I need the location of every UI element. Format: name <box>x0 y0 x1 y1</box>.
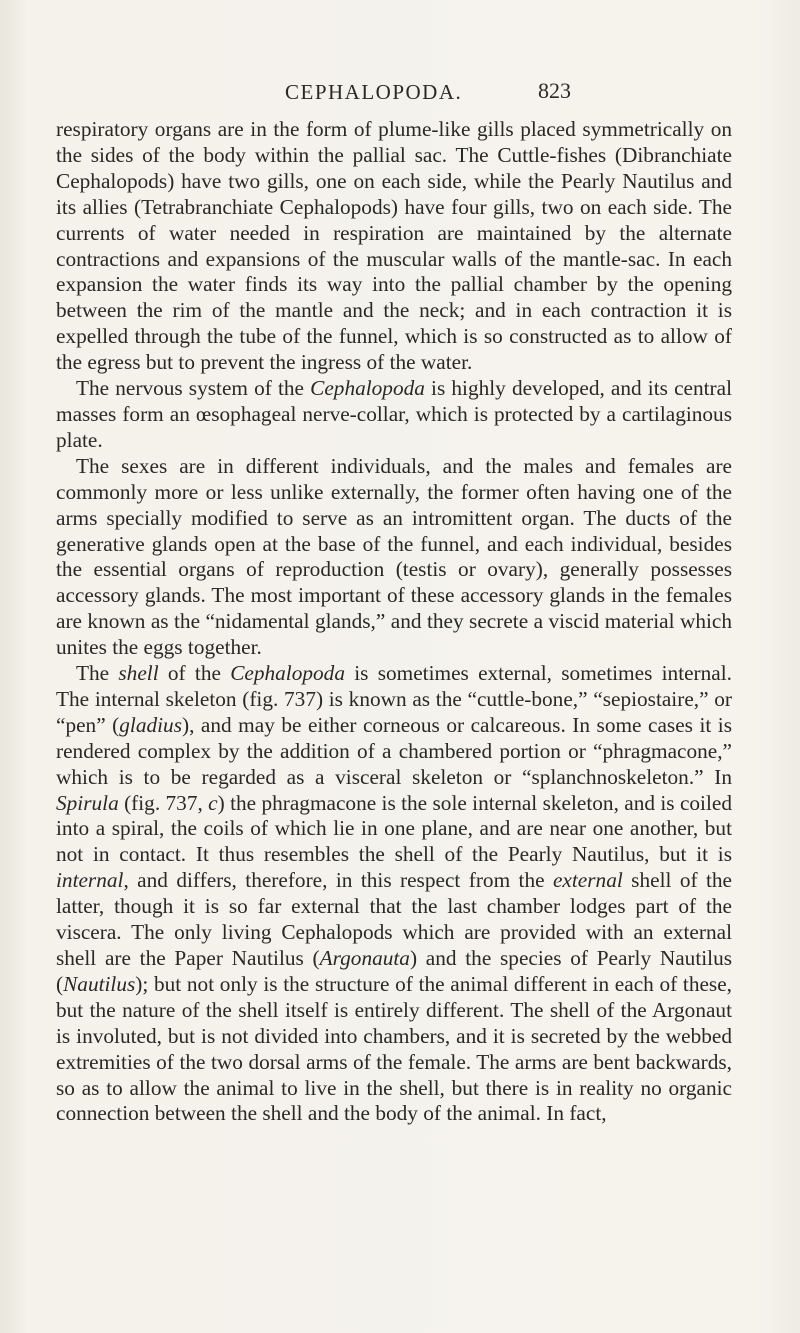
text-run: ); but not only is the structure of the animal different in each of these, but the nature of the shell itself is entirely different. The shell of the Argonaut is involuted, but is not divided into chambers, and it is secreted by the webbed extremities of the two dorsal arms of the female. The arms are bent backwards, so as to allow the animal to live in the shell, but there is in reality no organic connection between the shell and the body of the animal. In fact, <box>56 971 732 1126</box>
italic-term: gladius <box>119 712 182 737</box>
running-head-title: CEPHALOPODA. <box>285 80 463 104</box>
text-run: ) the phragmacone is the sole internal skeleton, and is coiled into a spiral, the coils of which lie in one plane, and are near one another, but not in contact. It thus resembles the shell of the Pearly Nautilus, but it is <box>56 790 732 867</box>
italic-term: Cephalopoda <box>230 661 345 686</box>
text-run: is sometimes external, sometimes internal. The internal skeleton (fig. 737) is known as the “cuttle-bone,” “sepiostaire,” or “pen” ( <box>56 661 732 737</box>
text-run: The <box>76 661 119 686</box>
italic-term: Spirula <box>56 790 119 815</box>
body-text <box>56 117 732 1127</box>
italic-term: Cephalopoda <box>310 376 425 401</box>
running-head <box>0 80 800 110</box>
italic-term: Nautilus <box>63 971 136 996</box>
text-run: shell of the latter, though it is so far external that the last chamber lodges part of the viscera. The only living Cephalopods which are provided with an external shell are the Paper Nautilus ( <box>56 868 732 970</box>
text-run: of the <box>158 661 231 686</box>
text-run: ), and may be either corneous or calcareous. In some cases it is rendered complex by the addition of a chambered portion or “phragmacone,” which is to be regarded as a visceral skeleton or “splanchnoskeleton.” In <box>56 712 732 789</box>
text-run: is highly developed, and its central masses form an œsophageal nerve-collar, which is protected by a cartilaginous plate. <box>56 376 732 452</box>
italic-term: shell <box>118 661 159 686</box>
page-number: 823 <box>538 78 571 103</box>
italic-term: external <box>552 868 623 893</box>
text-run: respiratory organs are in the form of plume-like gills placed symmetrically on the sides of the body within the pallial sac. The Cuttle-fishes (Dibranchiate Cephalopods) have two gills, one on each side, while the Pearly Nautilus and its allies (Tetrabranchiate Cephalopods) have four gills, two on each side. The currents of water needed in respiration are maintained by the alternate contractions and expansions of the muscular walls of the mantle-sac. In each expansion the water finds its way into the pallial chamber by the opening between the rim of the mantle and the neck; and in each contraction it is expelled through the tube of the funnel, which is so constructed as to allow of the egress but to prevent the ingress of the water. <box>56 117 732 375</box>
paragraph <box>56 117 732 376</box>
italic-term: Argonauta <box>319 946 410 970</box>
text-run: The nervous system of the <box>76 376 311 401</box>
italic-term: c <box>208 790 218 815</box>
italic-term: internal <box>56 868 124 893</box>
paragraph <box>56 661 732 1127</box>
paragraph <box>56 454 732 661</box>
text-run: (fig. 737, <box>118 790 209 815</box>
paragraph <box>56 376 732 454</box>
text-run: The sexes are in different individuals, and the males and females are commonly more or less unlike externally, the former often having one of the arms specially modified to serve as an intromittent organ. The ducts of the generative glands open at the base of the funnel, and each individual, besides the essential organs of reproduction (testis or ovary), generally possesses accessory glands. The most important of these accessory glands in the females are known as the “nidamental glands,” and they secrete a viscid material which unites the eggs together. <box>56 453 732 660</box>
text-run: , and differs, therefore, in this respect from the <box>123 868 553 893</box>
text-run: ) and the species of Pearly Nautilus ( <box>56 946 733 996</box>
